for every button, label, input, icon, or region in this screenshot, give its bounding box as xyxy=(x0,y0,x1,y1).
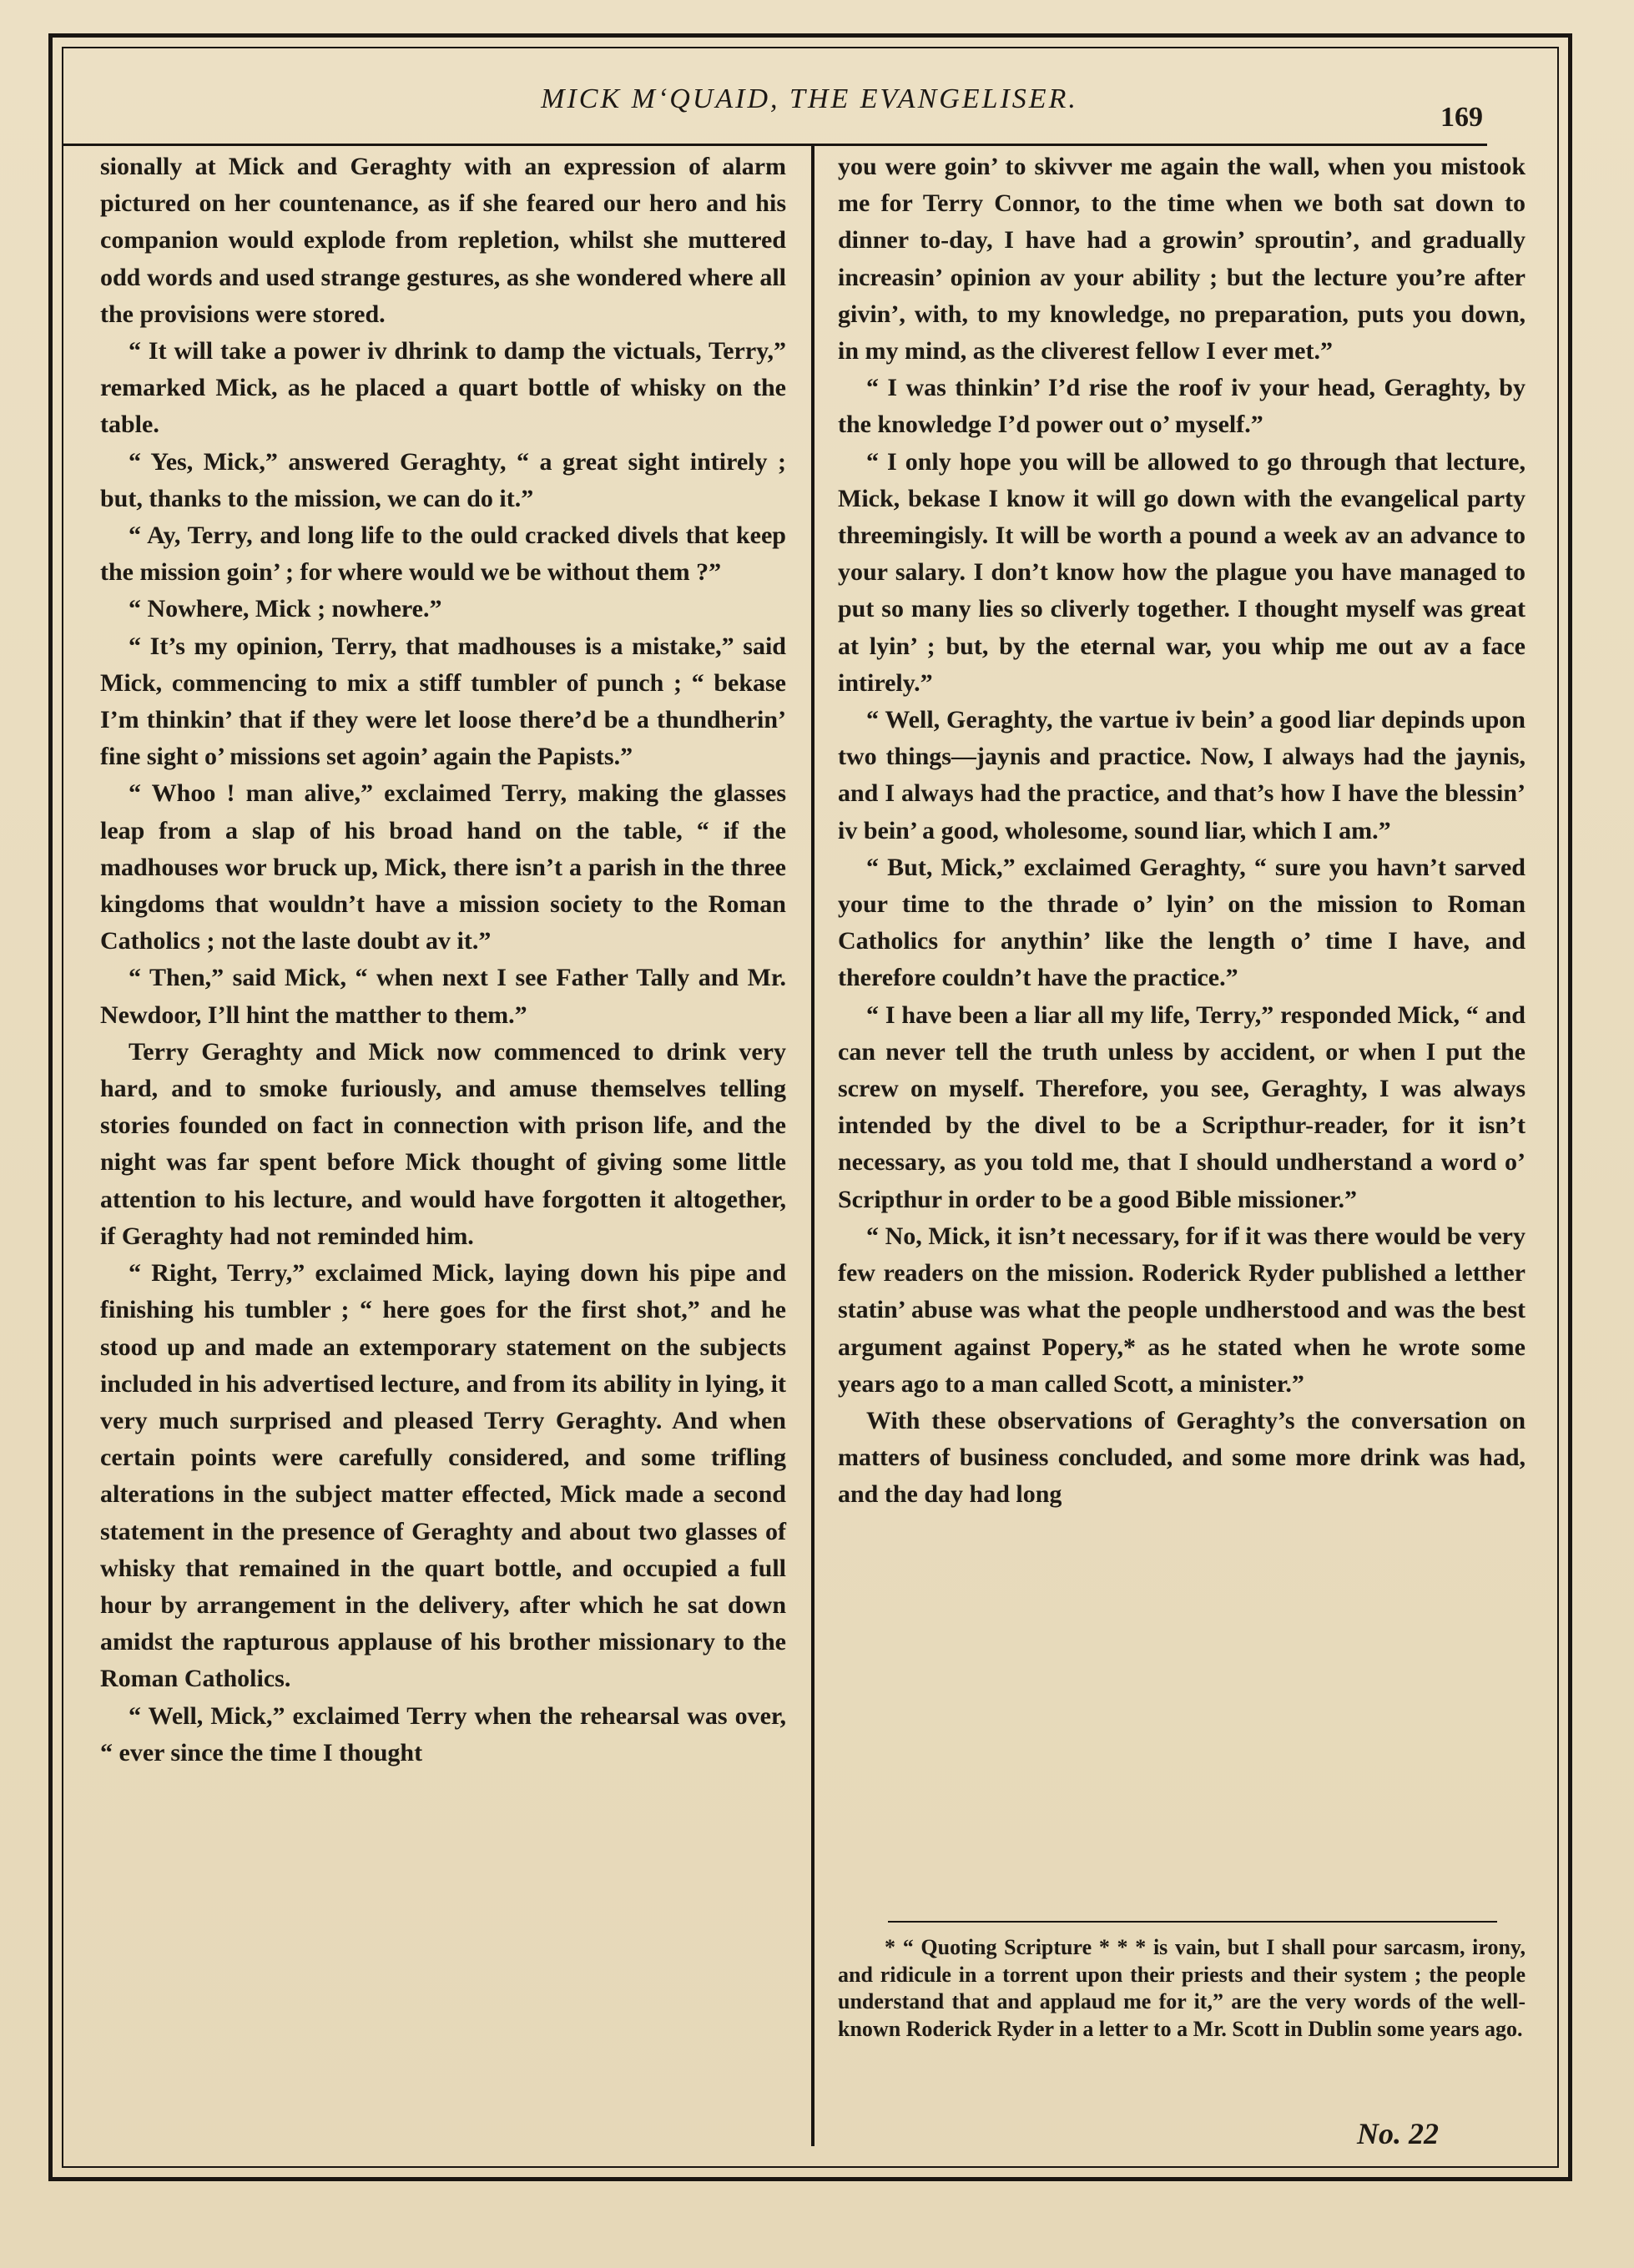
page-number: 169 xyxy=(1440,102,1483,133)
paragraph: “ Well, Mick,” exclaimed Terry when the rehearsal was over, “ ever since the time I thought xyxy=(100,1701,786,1767)
paragraph: Terry Geraghty and Mick now commenced to drink very hard, and to smoke furiously, and amuse themselves telling stories founded on fact in connection with prison life, and the night was far spent before Mick thought of giving some little attention to his lecture, and would have forgotten it altogether, if Geraghty had not reminded him. xyxy=(100,1037,786,1250)
paragraph: “ But, Mick,” exclaimed Geraghty, “ sure you havn’t sarved your time to the thrade o’ lyin’ on the mission to Roman Catholics for anythin’ like the length o’ time I have, and therefore couldn’t have the practice.” xyxy=(838,853,1526,992)
running-title: MICK M‘QUAID, THE EVANGELISER. xyxy=(541,83,1078,114)
paragraph: “ No, Mick, it isn’t necessary, for if it was there would be very few readers on the mission. Roderick Ryder published a letther statin’ abuse was what the people undherstood and was the best argument against Popery,* as he stated when he wrote some years ago to a man called Scott, a minister.” xyxy=(838,1222,1526,1398)
left-column xyxy=(100,149,786,1772)
header-rule xyxy=(62,144,1487,146)
paragraph: you were goin’ to skivver me again the wall, when you mistook me for Terry Connor, to the time when we both sat down to dinner to-day, I have had a growin’ sproutin’, and gradually increasin’ opinion av your ability ; but the lecture you’re after givin’, with, to my knowledge, no preparation, puts you down, in my mind, as the cliverest fellow I ever met.” xyxy=(838,153,1526,365)
footnote: * “ Quoting Scripture * * * is vain, but I shall pour sarcasm, irony, and ridicule in a torrent upon their priests and their system ; the people understand that and applaud me for it,” are the very words of the well-known Roderick Ryder in a letter to a Mr. Scott in Dublin some years ago. xyxy=(838,1935,1526,2041)
paragraph: “ I was thinkin’ I’d rise the roof iv your head, Geraghty, by the knowledge I’d power out o’ myself.” xyxy=(838,374,1526,439)
signature-mark: No. 22 xyxy=(1357,2117,1439,2150)
paragraph: “ Then,” said Mick, “ when next I see Father Tally and Mr. Newdoor, I’ll hint the matther to them.” xyxy=(100,964,786,1029)
paragraph: “ Well, Geraghty, the vartue iv bein’ a good liar depinds upon two things—jaynis and practice. Now, I always had the jaynis, and I always had the practice, and that’s how I have the blessin’ iv bein’ a good, wholesome, sound liar, which I am.” xyxy=(838,706,1526,844)
paragraph: “ Right, Terry,” exclaimed Mick, laying down his pipe and finishing his tumbler ; “ here goes for the first shot,” and he stood up and made an extemporary statement on the subjects included in his advertised lecture, and from its ability in lying, it very much surprised and pleased Terry Geraghty. And when certain points were carefully considered, and some trifling alterations in the subject matter effected, Mick made a second statement in the presence of Geraghty and about two glasses of whisky that remained in the quart bottle, and occupied a full hour by arrangement in the delivery, after which he sat down amidst the rapturous applause of his brother missionary to the Roman Catholics. xyxy=(100,1259,786,1693)
paragraph: “ Nowhere, Mick ; nowhere.” xyxy=(129,595,442,623)
paragraph: “ I have been a liar all my life, Terry,” responded Mick, “ and can never tell the truth unless by accident, or when I put the screw on myself. Therefore, you see, Geraghty, I was always intended by the divel to be a Scripthur-reader, for it isn’t necessary, as you told me, that I should undherstand a word o’ Scripthur in order to be a good Bible missioner.” xyxy=(838,1000,1526,1213)
paragraph: “ It will take a power iv dhrink to damp the victuals, Terry,” remarked Mick, as he placed a quart bottle of whisky on the table. xyxy=(100,337,786,439)
column-divider xyxy=(811,144,814,2146)
paragraph: “ Whoo ! man alive,” exclaimed Terry, making the glasses leap from a slap of his broad hand on the table, “ if the madhouses wor bruck up, Mick, there isn’t a parish in the three kingdoms that wouldn’t have a mission society to the Roman Catholics ; not the laste doubt av it.” xyxy=(100,779,786,955)
paragraph: sionally at Mick and Geraghty with an expression of alarm pictured on her countenance, as if she feared our hero and his companion would explode from repletion, whilst she muttered odd words and used strange gestures, as she wondered where all the provisions were stored. xyxy=(100,153,786,328)
paragraph: “ Ay, Terry, and long life to the ould cracked divels that keep the mission goin’ ; for where would we be without them ?” xyxy=(100,522,786,587)
footnote-rule xyxy=(888,1921,1497,1923)
right-column xyxy=(838,149,1526,1514)
paragraph: “ It’s my opinion, Terry, that madhouses is a mistake,” said Mick, commencing to mix a stiff tumbler of punch ; “ bekase I’m thinkin’ that if they were let loose there’d be a thundherin’ fine sight o’ missions set agoin’ again the Papists.” xyxy=(100,632,786,771)
paragraph: “ I only hope you will be allowed to go through that lecture, Mick, bekase I know it will go down with the evangelical party threemingisly. It will be worth a pound a week av an advance to your salary. I don’t know how the plague you have managed to put so many lies so cliverly together. I thought myself was great at lyin’ ; but, by the eternal war, you whip me out av a face intirely.” xyxy=(838,447,1526,697)
paragraph: With these observations of Geraghty’s the conversation on matters of business concluded, and some more drink was had, and the day had long xyxy=(838,1406,1526,1509)
paragraph: “ Yes, Mick,” answered Geraghty, “ a great sight intirely ; but, thanks to the mission, we can do it.” xyxy=(100,447,786,512)
